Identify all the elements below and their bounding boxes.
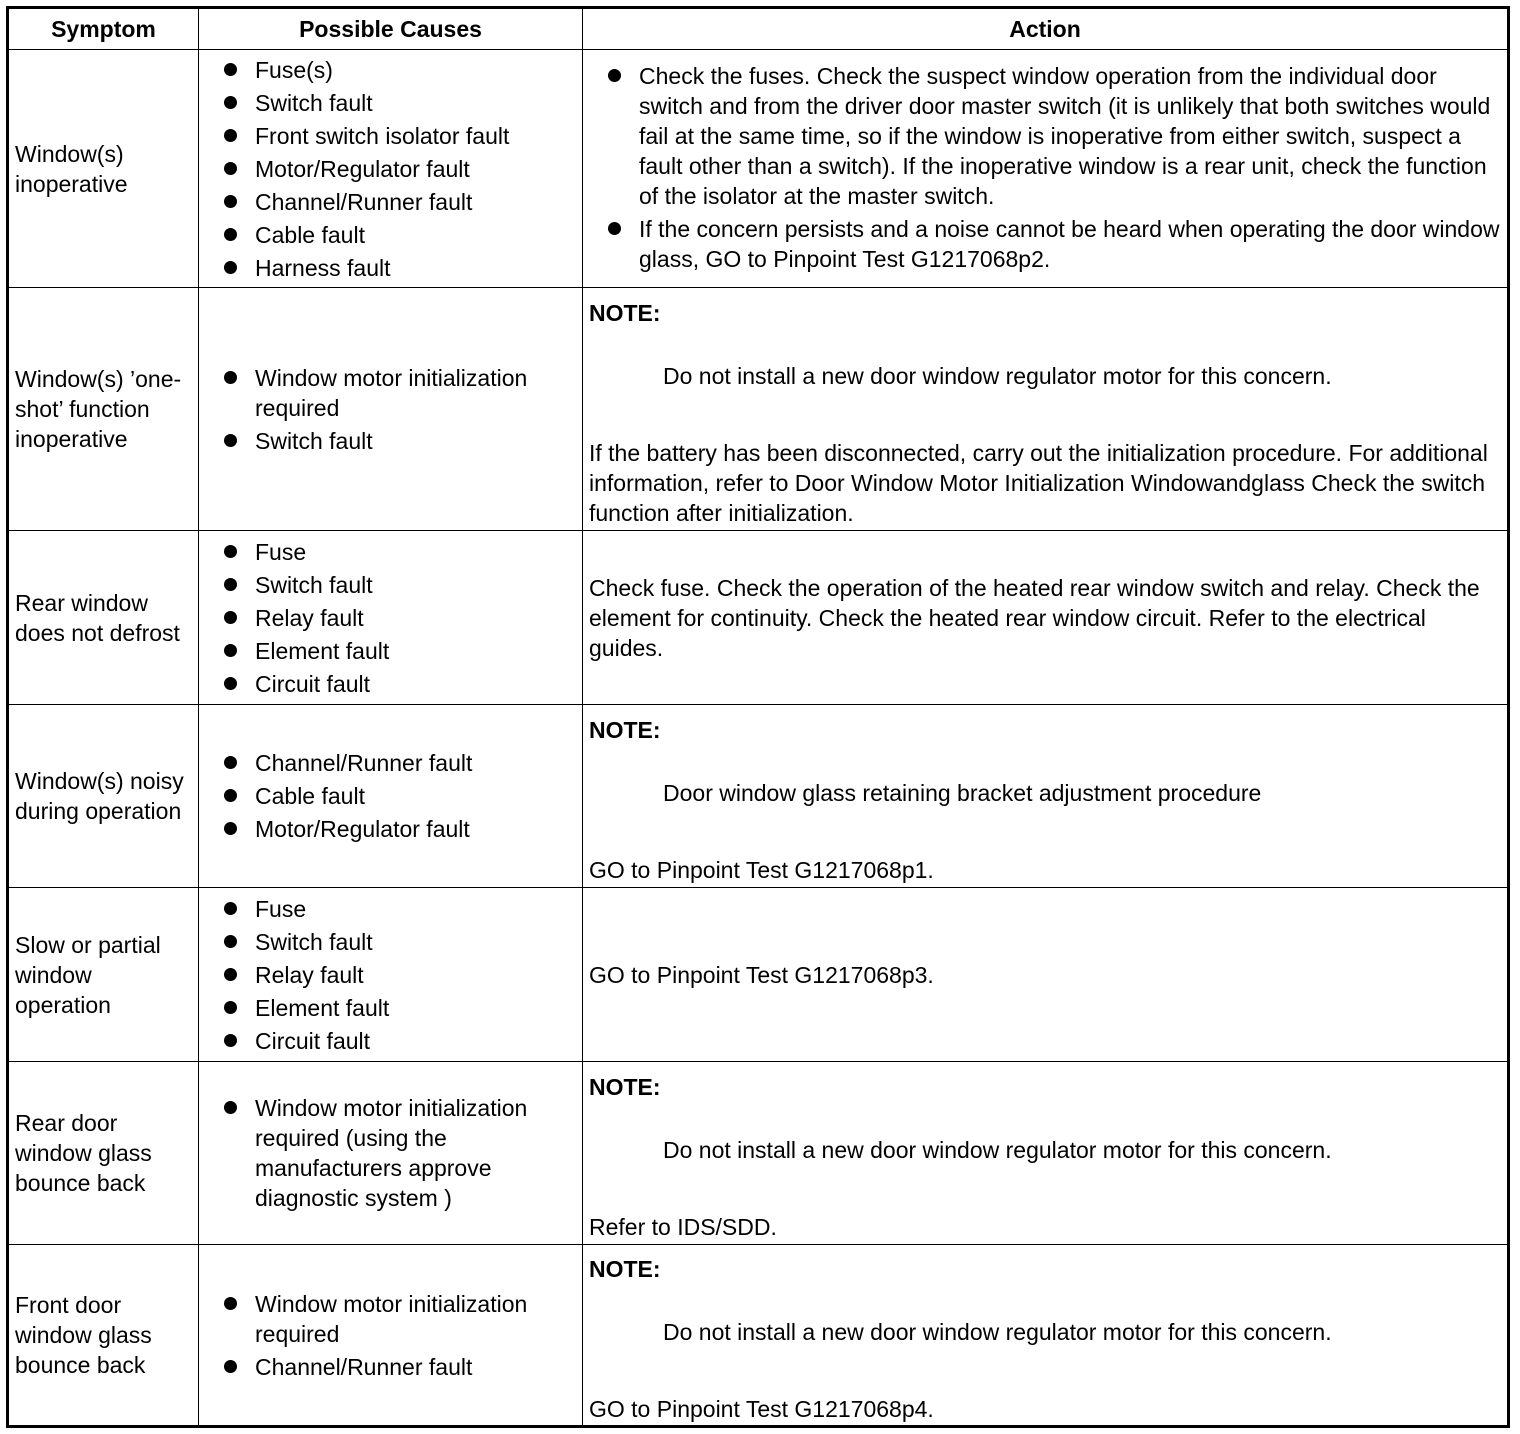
symptom-cell: Window(s) ’one-shot’ function inoperative [8, 288, 199, 531]
note-label: NOTE: [589, 717, 661, 743]
causes-list [205, 363, 576, 456]
cause-item: Relay fault [255, 960, 576, 990]
action-list [589, 61, 1501, 274]
causes-list [205, 894, 576, 1056]
cause-item: Channel/Runner fault [255, 1352, 576, 1382]
header-possible-causes: Possible Causes [199, 8, 583, 50]
cause-item: Channel/Runner fault [255, 748, 576, 778]
note-text: Door window glass retaining bracket adjustment procedure [663, 780, 1262, 806]
cause-item: Switch fault [255, 927, 576, 957]
causes-list [205, 1093, 576, 1213]
note-label: NOTE: [589, 1074, 661, 1100]
action-cell [583, 1062, 1509, 1245]
action-item: If the concern persists and a noise cannot be heard when operating the door window glass, GO to Pinpoint Test G1217068p2. [639, 215, 1500, 272]
causes-list [205, 537, 576, 699]
cause-item: Channel/Runner fault [255, 187, 576, 217]
causes-cell [199, 531, 583, 705]
cause-item: Element fault [255, 636, 576, 666]
causes-cell [199, 705, 583, 888]
cause-item: Fuse [255, 537, 576, 567]
action-cell: GO to Pinpoint Test G1217068p3. [583, 888, 1509, 1062]
cause-item: Circuit fault [255, 669, 576, 699]
causes-list [205, 55, 576, 283]
action-text: Refer to IDS/SDD. [589, 1214, 777, 1240]
table-row [8, 1245, 1509, 1427]
cause-item: Fuse [255, 894, 576, 924]
action-text: If the battery has been disconnected, carry out the initialization procedure. For additional information, refer to Door Window Motor Initialization Windowandglass Check the switch function after initialization. [589, 440, 1488, 526]
cause-item: Circuit fault [255, 1026, 576, 1056]
causes-cell [199, 1245, 583, 1427]
cause-item: Harness fault [255, 253, 576, 283]
action-text: GO to Pinpoint Test G1217068p1. [589, 857, 934, 883]
symptom-cell: Slow or partial window operation [8, 888, 199, 1062]
cause-item: Window motor initialization required [255, 363, 576, 423]
causes-cell [199, 50, 583, 288]
cause-item: Cable fault [255, 220, 576, 250]
table-row [8, 531, 1509, 705]
note-text: Do not install a new door window regulator motor for this concern. [663, 1319, 1332, 1345]
action-cell [583, 1245, 1509, 1427]
table-row [8, 1062, 1509, 1245]
action-cell: Check fuse. Check the operation of the heated rear window switch and relay. Check the element for continuity. Check the heated rear window circuit. Refer to the electrical guides. [583, 531, 1509, 705]
header-row [8, 8, 1509, 50]
action-cell [583, 50, 1509, 288]
diagnostic-table [6, 6, 1510, 1428]
note-text: Do not install a new door window regulator motor for this concern. [663, 1137, 1332, 1163]
table-row [8, 50, 1509, 288]
cause-item: Element fault [255, 993, 576, 1023]
cause-item: Window motor initialization required [255, 1289, 576, 1349]
causes-list [205, 1289, 576, 1382]
cause-item: Front switch isolator fault [255, 121, 576, 151]
table-header [8, 8, 1509, 50]
table-row [8, 705, 1509, 888]
action-text: GO to Pinpoint Test G1217068p4. [589, 1396, 934, 1422]
cause-item: Switch fault [255, 570, 576, 600]
action-item: Check the fuses. Check the suspect window operation from the individual door switch and from the driver door master switch (it is unlikely that both switches would fail at the same time, so if the window is inoperative from either switch, suspect a fault other than a switch). If the inoperative window is a rear unit, check the function of the isolator at the master switch. [639, 61, 1501, 211]
cause-item: Relay fault [255, 603, 576, 633]
causes-cell [199, 1062, 583, 1245]
action-cell [583, 288, 1509, 531]
symptom-cell: Rear window does not defrost [8, 531, 199, 705]
header-action: Action [583, 8, 1509, 50]
note-label: NOTE: [589, 300, 661, 326]
cause-item: Switch fault [255, 426, 576, 456]
symptom-cell: Window(s) noisy during operation [8, 705, 199, 888]
note-label: NOTE: [589, 1256, 661, 1282]
note-text: Do not install a new door window regulator motor for this concern. [663, 363, 1332, 389]
cause-item: Motor/Regulator fault [255, 814, 576, 844]
header-symptom: Symptom [8, 8, 199, 50]
causes-cell [199, 888, 583, 1062]
symptom-cell: Front door window glass bounce back [8, 1245, 199, 1427]
cause-item: Window motor initialization required (using the manufacturers approve diagnostic system ) [255, 1093, 576, 1213]
causes-list [205, 748, 576, 844]
cause-item: Switch fault [255, 88, 576, 118]
causes-cell [199, 288, 583, 531]
cause-item: Cable fault [255, 781, 576, 811]
table-row [8, 888, 1509, 1062]
action-cell [583, 705, 1509, 888]
symptom-cell: Rear door window glass bounce back [8, 1062, 199, 1245]
table-row [8, 288, 1509, 531]
symptom-cell: Window(s) inoperative [8, 50, 199, 288]
cause-item: Fuse(s) [255, 55, 576, 85]
cause-item: Motor/Regulator fault [255, 154, 576, 184]
